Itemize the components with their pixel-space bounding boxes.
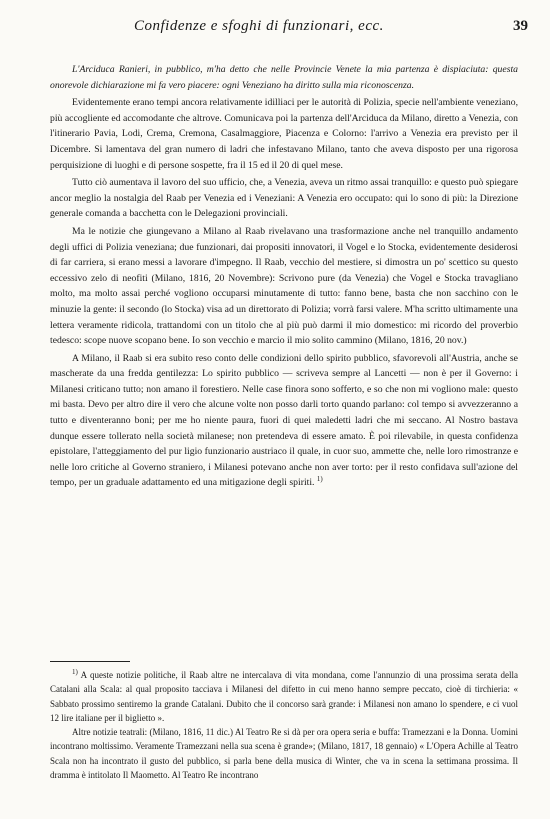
footnote-paragraph: [50, 668, 518, 725]
footnote-divider: [50, 661, 130, 662]
paragraph-quote: L'Arciduca Ranieri, in pubblico, m'ha detto che nelle Provincie Venete la mia partenza è dispiaciuta: questa onorevole dichiarazione mi fa vero piacere: ogni Veneziano ha diritto sulla mia riconoscenza.: [50, 64, 518, 91]
footnote-reference: 1): [316, 475, 323, 484]
paragraph-with-note: [50, 351, 518, 491]
paragraph: Evidentemente erano tempi ancora relativamente idilliaci per le autorità di Polizia, specie nell'ambiente veneziano, più accogliente ed accomodante che altrove. Comunicava poi la partenza dell'Arciduca da Milano, diretto a Venezia, con l'itinerario Pavia, Lodi, Crema, Cremona, Casalmaggiore, Piacenza e Colorno: l'arrivo a Venezia era previsto per il Dicembre. Si lamentava del gran numero di ladri che infestavano Milano, tanto che aveva disposto per una rigorosa perquisizione di luoghi e di persone sospette, fra il 15 ed il 20 di quel mese.: [50, 97, 518, 171]
page-header: [50, 18, 528, 40]
footnote-text: A queste notizie politiche, il Raab altre ne intercalava di vita mondana, come l'annunzio di una prossima serata della Catalani alla Scala: al qual proposito tacciava i Milanesi del difetto in cui meno hanno sempre peccato, cioè di tirchieria: « Sabbato prossimo sentiremo la grande Catalani. Dubito che il concorso sarà grande: i Milanesi non amano lo spendere, e ci vuol 12 lire italiane per il biglietto ».: [50, 670, 518, 723]
footnotes: [50, 668, 518, 782]
paragraph-text: A Milano, il Raab si era subito reso conto delle condizioni dello spirito pubblico, sfavorevoli all'Austria, anche se mascherate da una fredda gentilezza: Lo spirito pubblico — scriveva sempre al Lancetti — non è per il Governo: i Milanesi criticano tutto; non amano il forestiero. Nelle case finora sono sofferto, e so che non mi vogliono male: questo mi basta. Devo per altro dire il vero che alcune volte non posso darli torto quando parlano: col tempo si avvezzeranno a tutto e diventeranno boni; per me ho niente paura, fuori di quei maledetti ladri che mi seccano. Al Nostro bastava dunque essere tollerato nella società milanese; non pretendeva di essere amato. È poi rilevabile, in questa confidenza epistolare, l'atteggiamento del pur ligio funzionario austriaco il quale, in cuor suo, ammette che, nelle loro rimostranze e nelle loro critiche al Governo straniero, i Milanesi potevano anche non aver torto: per il resto confidava sull'azione del tempo, per un graduale adattamento ed una mitigazione degli spiriti.: [50, 352, 518, 489]
body-text: [50, 62, 518, 493]
page-number: 39: [513, 18, 528, 34]
paragraph: Tutto ciò aumentava il lavoro del suo ufficio, che, a Venezia, aveva un ritmo assai tranquillo: e questo può spiegare ancor meglio la nostalgia del Raab per Venezia ed i Veneziani: A Venezia ero occupato: qui lo sono di più: la Direzione generale comanda a bacchetta con le Delegazioni provinciali.: [50, 177, 518, 220]
paragraph: Ma le notizie che giungevano a Milano al Raab rivelavano una trasformazione anche nel tranquillo andamento degli uffici di Polizia veneziana; due funzionari, dai propositi innovatori, il Vogel e lo Stocka, evidentemente desiderosi di far carriera, si erano messi a lavorare d'impegno. Il Raab, vecchio del mestiere, si dimostra un po' scettico su questo eccessivo zelo di neofiti (Milano, 1816, 20 Novembre): Scrivono pure (da Venezia) che Vogel e Stocka travagliano molto, ma molto assai perché vogliono occuparsi minutamente di tutto: fanno bene, basta che non sacchino con le minuzie la gente: il secondo (lo Stocka) visa ad un direttorato di Polizia; vorrà farsi valere. M'ha scritto ultimamente una lettera veramente ridicola, trattandomi con un titolo che al più può darmi il mio domestico: mi ricordo del proverbio tedesco: scope nuove scopano bene. Io son vecchio e marcio il mio solito cammino (Milano, 1816, 20 nov.): [50, 225, 518, 347]
footnote-paragraph: Altre notizie teatrali: (Milano, 1816, 11 dic.) Al Teatro Re si dà per ora opera seria e buffa: Tramezzani e la Donna. Uomini incontrano moltissimo. Veramente Tramezzani nella sua scena è grande»; (Milano, 1817, 18 gennaio) « L'Opera Achille al Teatro Scala non ha incontrato il gusto del pubblico, si parla bene della musica di Winter, che va in scena la settimana prossima. Il dramma è intitolato Il Maometto. Al Teatro Re incontrano: [50, 727, 518, 781]
footnote-mark: 1): [72, 668, 78, 676]
running-title: Confidenze e sfoghi di funzionari, ecc.: [134, 18, 384, 34]
